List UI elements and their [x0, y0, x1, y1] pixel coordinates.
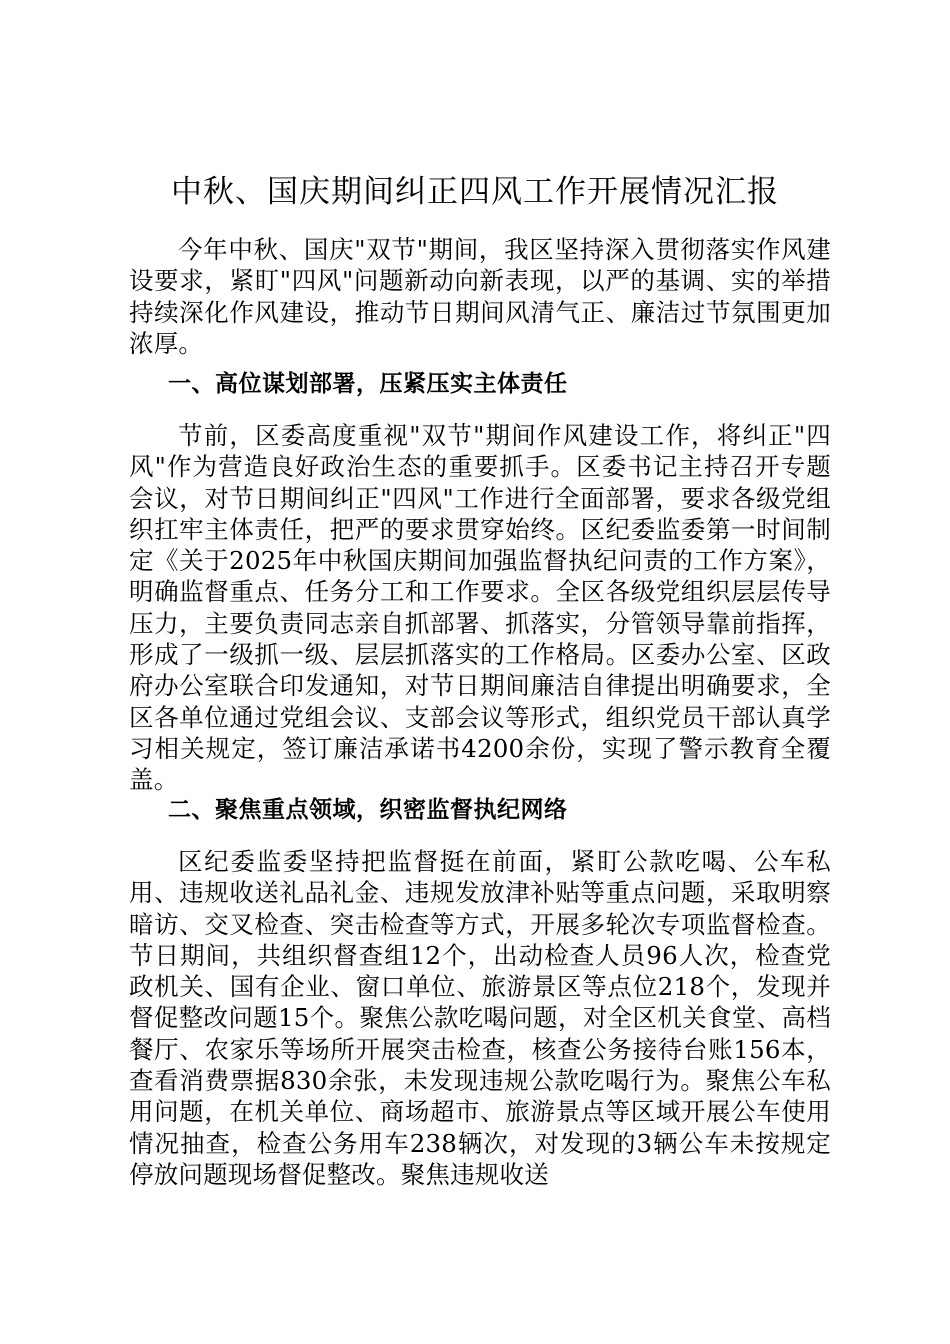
- section-1-paragraph: 节前，区委高度重视"双节"期间作风建设工作，将纠正"四风"作为营造良好政治生态的重要抓手。区委书记主持召开专题会议，对节日期间纠正"四风"工作进行全面部署，要求各级党组织扛牢主体责任，把严的要求贯穿始终。区纪委监委第一时间制定《关于2025年中秋国庆期间加强监督执纪问责的工作方案》，明确监督重点、任务分工和工作要求。全区各级党组织层层传导压力，主要负责同志亲自抓部署、抓落实，分管领导靠前指挥，形成了一级抓一级、层层抓落实的工作格局。区委办公室、区政府办公室联合印发通知，对节日期间廉洁自律提出明确要求，全区各单位通过党组会议、支部会议等形式，组织党员干部认真学习相关规定，签订廉洁承诺书4200余份，实现了警示教育全覆盖。: [129, 421, 831, 795]
- section-2-heading: 二、聚焦重点领域，织密监督执纪网络: [168, 797, 568, 823]
- section-1-heading: 一、高位谋划部署，压紧压实主体责任: [168, 371, 568, 397]
- section-2-paragraph: 区纪委监委坚持把监督挺在前面，紧盯公款吃喝、公车私用、违规收送礼品礼金、违规发放津补贴等重点问题，采取明察暗访、交叉检查、突击检查等方式，开展多轮次专项监督检查。节日期间，共组织督查组12个，出动检查人员96人次，检查党政机关、国有企业、窗口单位、旅游景区等点位218个，发现并督促整改问题15个。聚焦公款吃喝问题，对全区机关食堂、高档餐厅、农家乐等场所开展突击检查，核查公务接待台账156本，查看消费票据830余张，未发现违规公款吃喝行为。聚焦公车私用问题，在机关单位、商场超市、旅游景点等区域开展公车使用情况抽查，检查公务用车238辆次，对发现的3辆公车未按规定停放问题现场督促整改。聚焦违规收送: [129, 847, 831, 1189]
- document-title: 中秋、国庆期间纠正四风工作开展情况汇报: [171, 174, 779, 210]
- intro-paragraph: 今年中秋、国庆"双节"期间，我区坚持深入贯彻落实作风建设要求，紧盯"四风"问题新动向新表现，以严的基调、实的举措持续深化作风建设，推动节日期间风清气正、廉洁过节氛围更加浓厚。: [129, 235, 831, 358]
